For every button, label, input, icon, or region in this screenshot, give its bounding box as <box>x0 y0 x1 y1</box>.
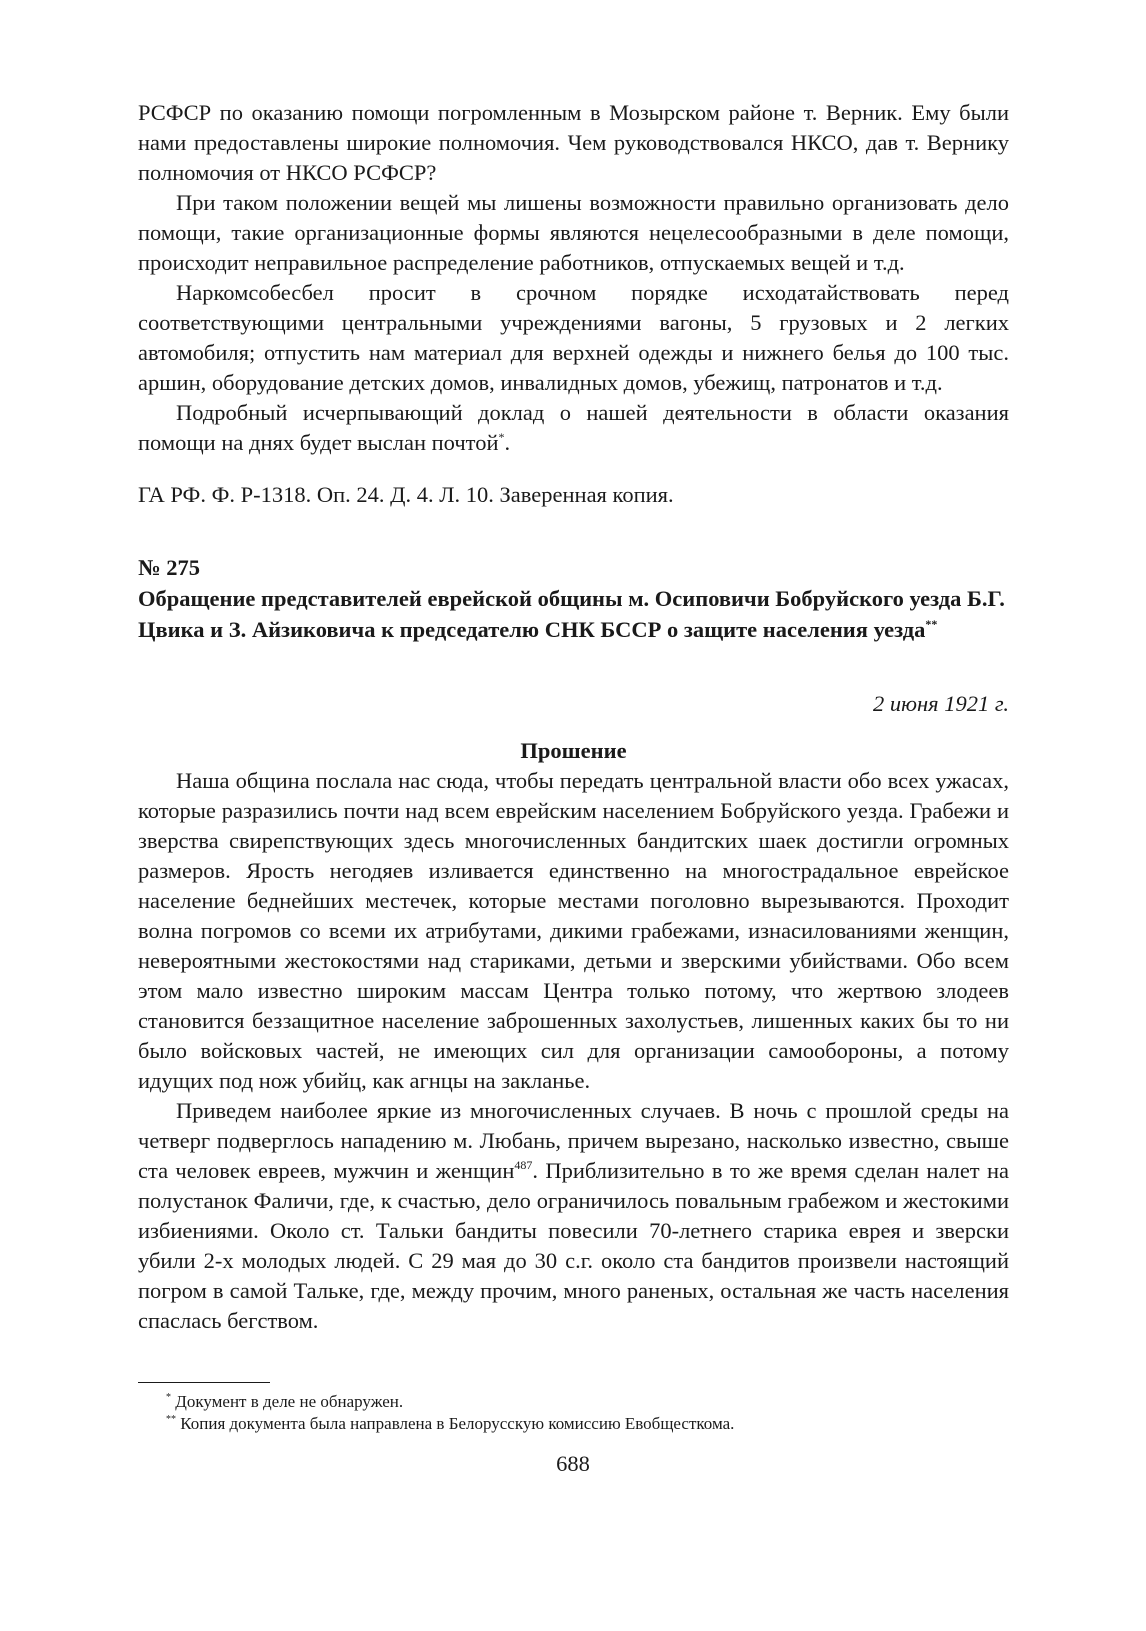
document-date: 2 июня 1921 г. <box>873 691 1009 716</box>
footnote-marker: * <box>166 1392 171 1403</box>
paragraph: Наша община послала нас сюда, чтобы передать центральной власти обо всех ужасах, которые разразились почти над всем еврейским населением Бобруйского уезда. Грабежи и зверства свирепствующих здесь многочисленных бандитских шаек достигли огромных размеров. Ярость негодяев изливается единственно на многострадальное еврейское население беднейших местечек, которые местами поголовно вырезываются. Проходит волна погромов со всеми их атрибутами, дикими грабежами, изнасилованиями женщин, невероятными жестокостями над стариками, детьми и зверскими убийствами. Обо всем этом мало известно широким массам Центра только потому, что жертвою злодеев становится беззащитное население заброшенных захолустьев, лишенных каких бы то ни было войсковых частей, не имеющих сил для организации самообороны, а потому идущих под нож убийц, как агнцы на закланье. <box>138 768 1009 1093</box>
footnote-marker: ** <box>166 1414 176 1425</box>
document-number: № 275 <box>138 555 200 580</box>
footnote <box>138 1413 1009 1435</box>
document-date-block <box>138 689 1009 719</box>
document-body <box>138 736 1009 1336</box>
paragraph: Наркомсобесбел просит в срочном порядке исходатайствовать перед соответствующими центральными учреждениями вагоны, 5 грузовых и 2 легких автомобиля; отпустить нам материал для верхней одежды и нижнего белья до 100 тыс. аршин, оборудование детских домов, инвалидных домов, убежищ, патронатов и т.д. <box>138 280 1009 395</box>
paragraph-text: Приведем наиболее яркие из многочисленных случаев. В ночь с прошлой среды на четверг подверглось нападению м. Любань, причем вырезано, насколько известно, свыше ста человек евреев, мужчин и женщин <box>138 1098 1009 1183</box>
paragraph-text: Подробный исчерпывающий доклад о нашей деятельности в области оказания помощи на днях будет выслан почтой <box>138 400 1009 455</box>
footnote-text: Документ в деле не обнаружен. <box>175 1392 404 1411</box>
footnote-marker: * <box>498 430 505 444</box>
section-heading: Прошение <box>520 738 627 763</box>
continued-paragraph: РСФСР по оказанию помощи погромленным в Мозырском районе т. Верник. Ему были нами предоставлены широкие полномочия. Чем руководствовался НКСО, дав т. Вернику полномочия от НКСО РСФСР? <box>138 100 1009 185</box>
paragraph-text: . Приблизительно в то же время сделан налет на полустанок Фаличи, где, к счастью, дело ограничилось повальным грабежом и жестокими избиениями. Около ст. Тальки бандиты повесили 70-летнего старика еврея и зверски убили 2-х молодых людей. С 29 мая до 30 с.г. около ста бандитов произвели настоящий погром в самой Тальке, где, между прочим, много раненых, остальная же часть населения спаслась бегством. <box>138 1158 1010 1333</box>
archive-source <box>138 480 1009 510</box>
archive-reference: ГА РФ. Ф. Р-1318. Оп. 24. Д. 4. Л. 10. Заверенная копия. <box>138 482 674 507</box>
page-number: 688 <box>556 1451 590 1476</box>
paragraph-end: . <box>504 430 511 455</box>
note-reference: 487 <box>514 1158 533 1172</box>
footnotes <box>138 1391 1009 1435</box>
footnote-marker: ** <box>925 617 938 631</box>
document-header <box>138 552 1009 645</box>
footnote-text: Копия документа была направлена в Белорусскую комиссию Евобщесткома. <box>180 1414 735 1433</box>
previous-document-text <box>138 98 1009 458</box>
footnote <box>138 1391 1009 1413</box>
paragraph <box>138 398 1009 458</box>
paragraph <box>138 1096 1009 1336</box>
document-title-text: Обращение представителей еврейской общины м. Осиповичи Бобруйского уезда Б.Г. Цвика и З. Айзиковича к председателю СНК БССР о защите населения уезда <box>138 586 1005 642</box>
footnote-divider <box>138 1382 270 1383</box>
paragraph: При таком положении вещей мы лишены возможности правильно организовать дело помощи, такие организационные формы являются нецелесообразными в деле помощи, происходит неправильное распределение работников, отпускаемых вещей и т.д. <box>138 190 1009 275</box>
document-title <box>138 583 1009 645</box>
